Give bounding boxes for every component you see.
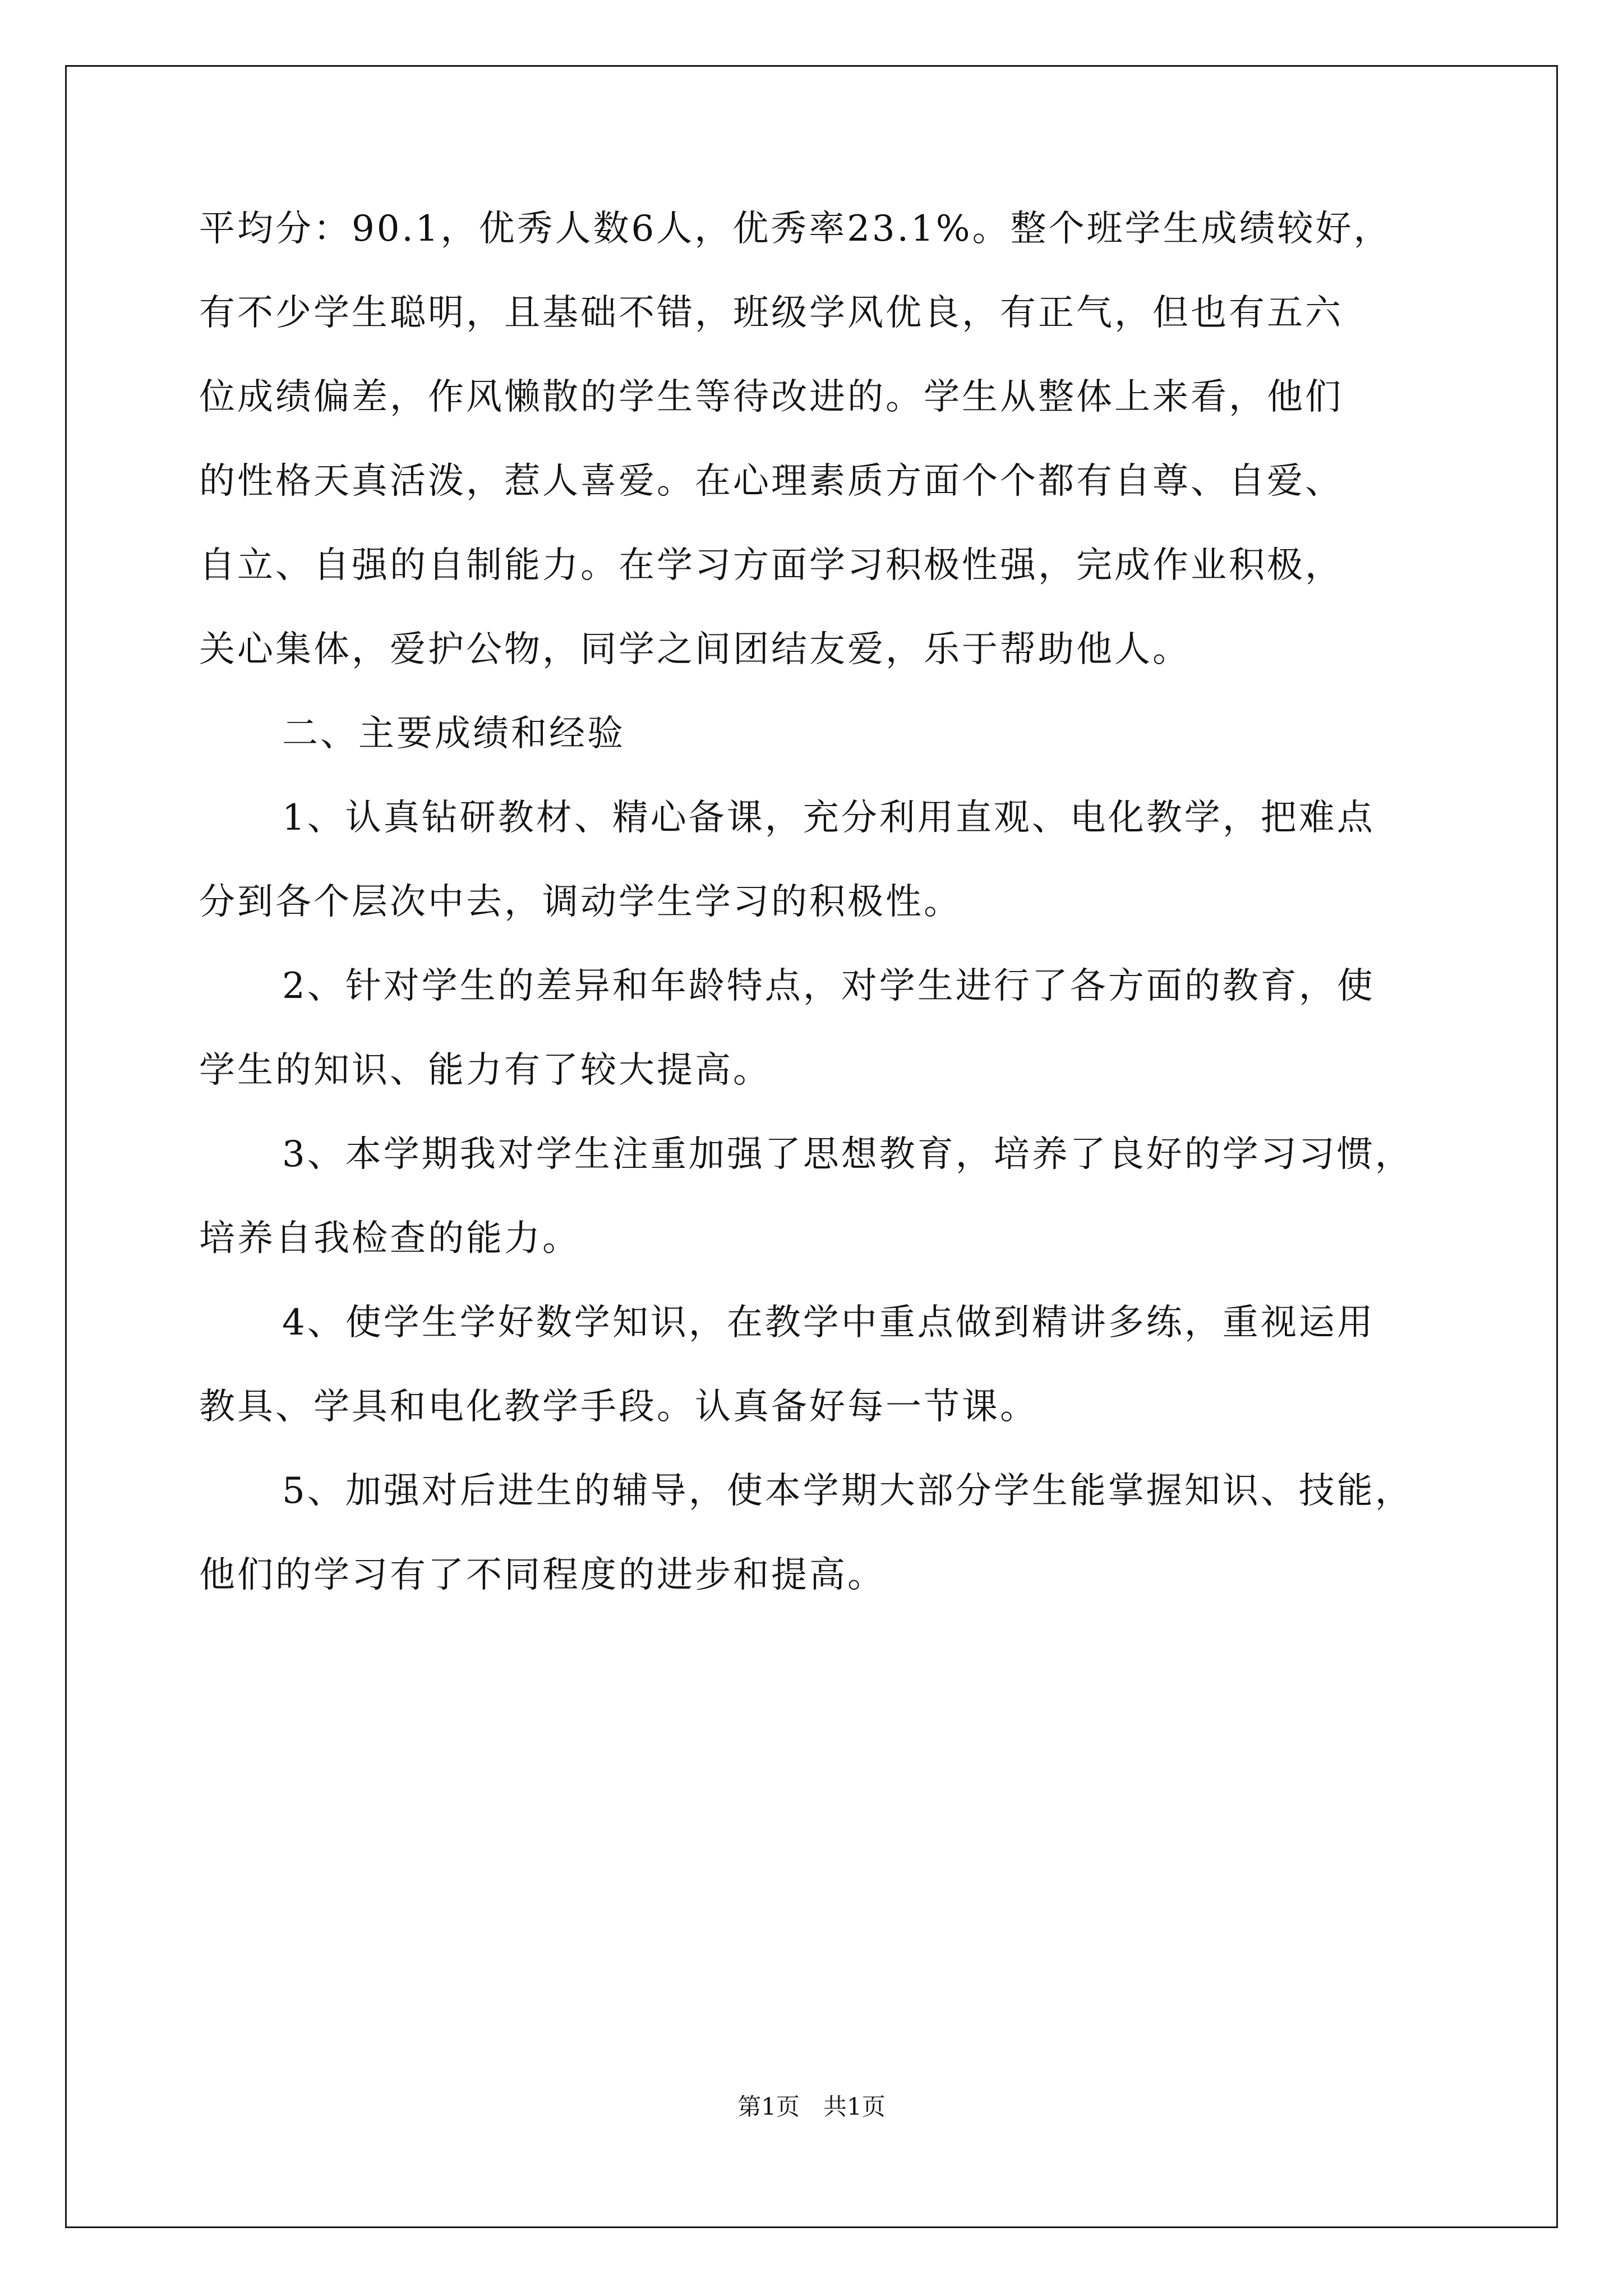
text-line: 的性格天真活泼，惹人喜爱。在心理素质方面个个都有自尊、自爱、 [199,461,1343,502]
text-line: 教具、学具和电化教学手段。认真备好每一节课。 [199,1386,1038,1428]
text-line: 平均分：90.1，优秀人数6人，优秀率23.1%。整个班学生成绩较好， [199,208,1392,250]
text-line: 位成绩偏差，作风懒散的学生等待改进的。学生从整体上来看，他们 [199,376,1343,418]
page-number-footer: 第1页 共1页 [737,2093,886,2120]
text-line: 他们的学习有了不同程度的进步和提高。 [199,1554,886,1596]
text-line: 2、针对学生的差异和年龄特点，对学生进行了各方面的教育，使 [282,965,1375,1007]
text-line: 有不少学生聪明，且基础不错，班级学风优良，有正气，但也有五六 [199,292,1343,334]
text-line: 3、本学期我对学生注重加强了思想教育，培养了良好的学习习惯， [282,1134,1413,1175]
text-line: 5、加强对后进生的辅导，使本学期大部分学生能掌握知识、技能， [282,1470,1413,1512]
text-line: 培养自我检查的能力。 [199,1218,580,1259]
text-line: 自立、自强的自制能力。在学习方面学习积极性强，完成作业积极， [199,545,1343,586]
text-line: 分到各个层次中去，调动学生学习的积极性。 [199,881,962,923]
text-line: 学生的知识、能力有了较大提高。 [199,1050,771,1091]
text-line: 4、使学生学好数学知识，在教学中重点做到精讲多练，重视运用 [282,1302,1375,1343]
text-line: 关心集体，爱护公物，同学之间团结友爱，乐于帮助他人。 [199,629,1191,670]
section-heading: 二、主要成绩和经验 [282,713,625,754]
text-line: 1、认真钻研教材、精心备课，充分利用直观、电化教学，把难点 [282,797,1375,839]
